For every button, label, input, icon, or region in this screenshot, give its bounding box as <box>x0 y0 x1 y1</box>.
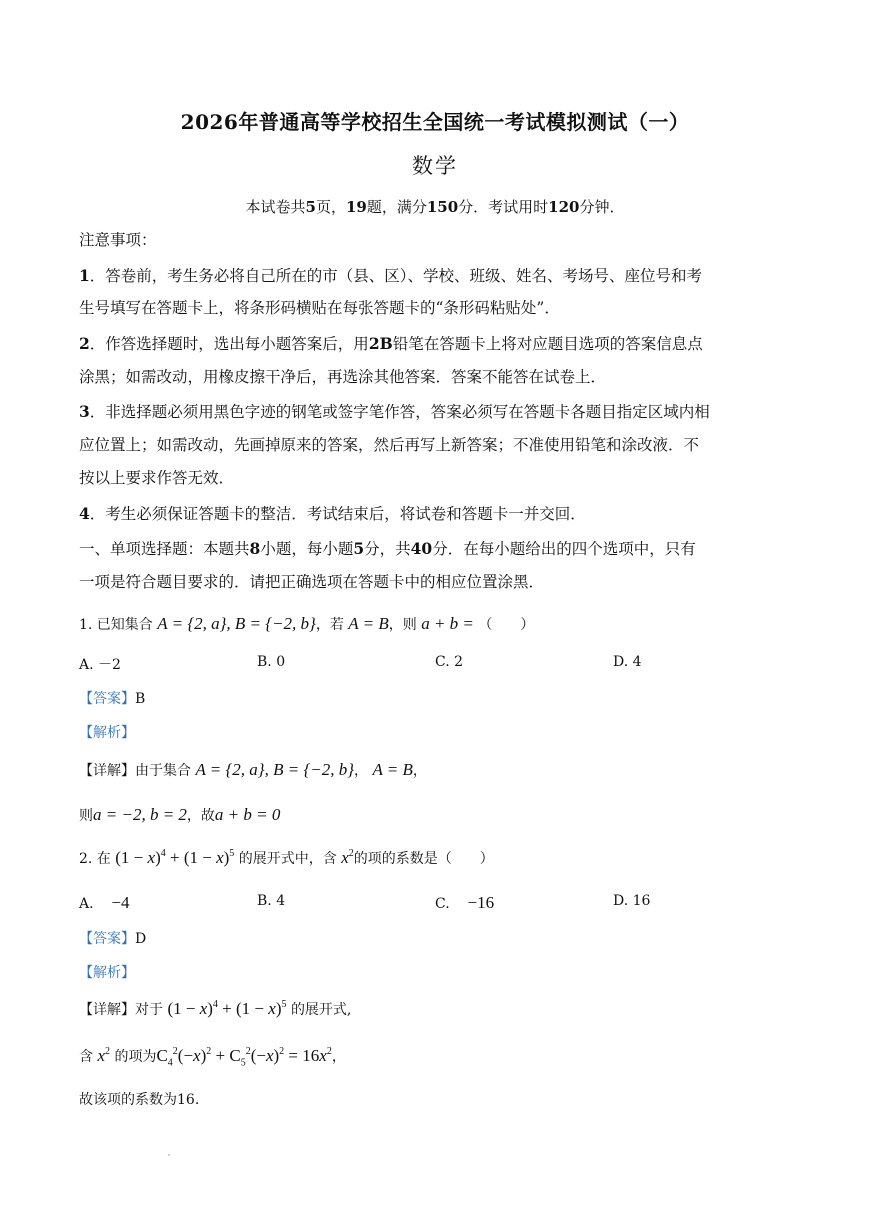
q2-answer: 【答案】D <box>79 931 147 947</box>
q2-x-squared: $x^2$ <box>341 848 354 867</box>
q1-answer: 【答案】B <box>79 691 146 707</box>
q1-option-b: B. 0 <box>257 654 286 670</box>
notice-2-line-1: 2．作答选择题时，选出每小题答案后，用2B铅笔在答题卡上将对应题目选项的答案信息点 <box>79 334 703 353</box>
q2-detail-line-2: 含 $x^2$ 的项为$C_4^2(-x)^2 + C_5^2(-x)^2 = 16x^2$， <box>79 1046 346 1069</box>
q1-ask: a + b = <box>421 614 474 633</box>
q1-sets-expression: A = {2, a}, B = {−2, b} <box>157 614 316 633</box>
subject-heading: 数学 <box>412 154 458 178</box>
q2-option-b: B. 4 <box>257 893 286 909</box>
notice-3-line-2: 应位置上；如需改动，先画掉原来的答案，然后再写上新答案；不准使用铅笔和涂改液．不 <box>79 436 700 454</box>
notice-4-line-1: 4．考生必须保证答题卡的整洁．考试结束后，将试卷和答题卡一并交回． <box>79 504 586 523</box>
q2-option-c: C. −16 <box>435 893 495 912</box>
q2-option-d: D. 16 <box>613 893 651 909</box>
section-heading-line-1: 一、单项选择题：本题共8小题，每小题5分，共40分．在每小题给出的四个选项中，只有 <box>79 539 696 558</box>
q2-expression: $(1 - x)^4 + (1 - x)^5$ <box>115 848 235 867</box>
notice-heading: 注意事项： <box>79 231 157 249</box>
question-1-stem: 1. 已知集合 A = {2, a}, B = {−2, b}，若 A = B，则 a + b = （ ） <box>79 614 535 633</box>
q1-condition: A = B <box>348 614 389 633</box>
q2-detail-line-1: 【详解】对于 $(1 - x)^4 + (1 - x)^5$ 的展开式, <box>79 999 352 1018</box>
notice-2-line-2: 涂黑；如需改动，用橡皮擦干净后，再选涂其他答案．答案不能答在试卷上． <box>79 368 607 386</box>
q1-analysis-tag: 【解析】 <box>79 725 135 741</box>
q1-option-c: C. 2 <box>435 654 464 670</box>
q2-option-a: A. −4 <box>79 893 130 912</box>
notice-3-line-3: 按以上要求作答无效． <box>79 469 235 487</box>
notice-1-line-1: 1．答卷前，考生务必将自己所在的市（县、区）、学校、班级、姓名、考场号、座位号和考 <box>79 266 703 285</box>
exam-info: 本试卷共5页，19题，满分150分．考试用时120分钟． <box>245 198 625 216</box>
question-2-stem: 2. 在 $(1 - x)^4 + (1 - x)^5$ 的展开式中，含 $x^2$的项的系数是（ ） <box>79 848 494 867</box>
q1-detail-line-1: 【详解】由于集合 A = {2, a}, B = {−2, b}， A = B， <box>79 760 427 779</box>
q2-conclusion: 故该项的系数为16. <box>79 1092 200 1108</box>
q1-option-d: D. 4 <box>613 654 642 670</box>
notice-3-line-1: 3．非选择题必须用黑色字迹的钢笔或签字笔作答，答案必须写在答题卡各题目指定区域内相 <box>79 402 710 421</box>
q1-option-a: A. －2 <box>79 657 121 673</box>
q2-analysis-tag: 【解析】 <box>79 965 135 981</box>
notice-1-line-2: 生号填写在答题卡上，将条形码横贴在每张答题卡的“条形码粘贴处”． <box>79 299 560 317</box>
q2-binomial-terms: $C_4^2(-x)^2 + C_5^2(-x)^2 = 16x^2$ <box>156 1046 332 1069</box>
q1-detail-line-2: 则a = −2, b = 2，故a + b = 0 <box>79 805 281 824</box>
page-speck <box>168 1154 170 1156</box>
section-heading-line-2: 一项是符合题目要求的．请把正确选项在答题卡中的相应位置涂黑． <box>79 573 545 591</box>
exam-title: 2026年普通高等学校招生全国统一考试模拟测试（一） <box>180 110 690 134</box>
